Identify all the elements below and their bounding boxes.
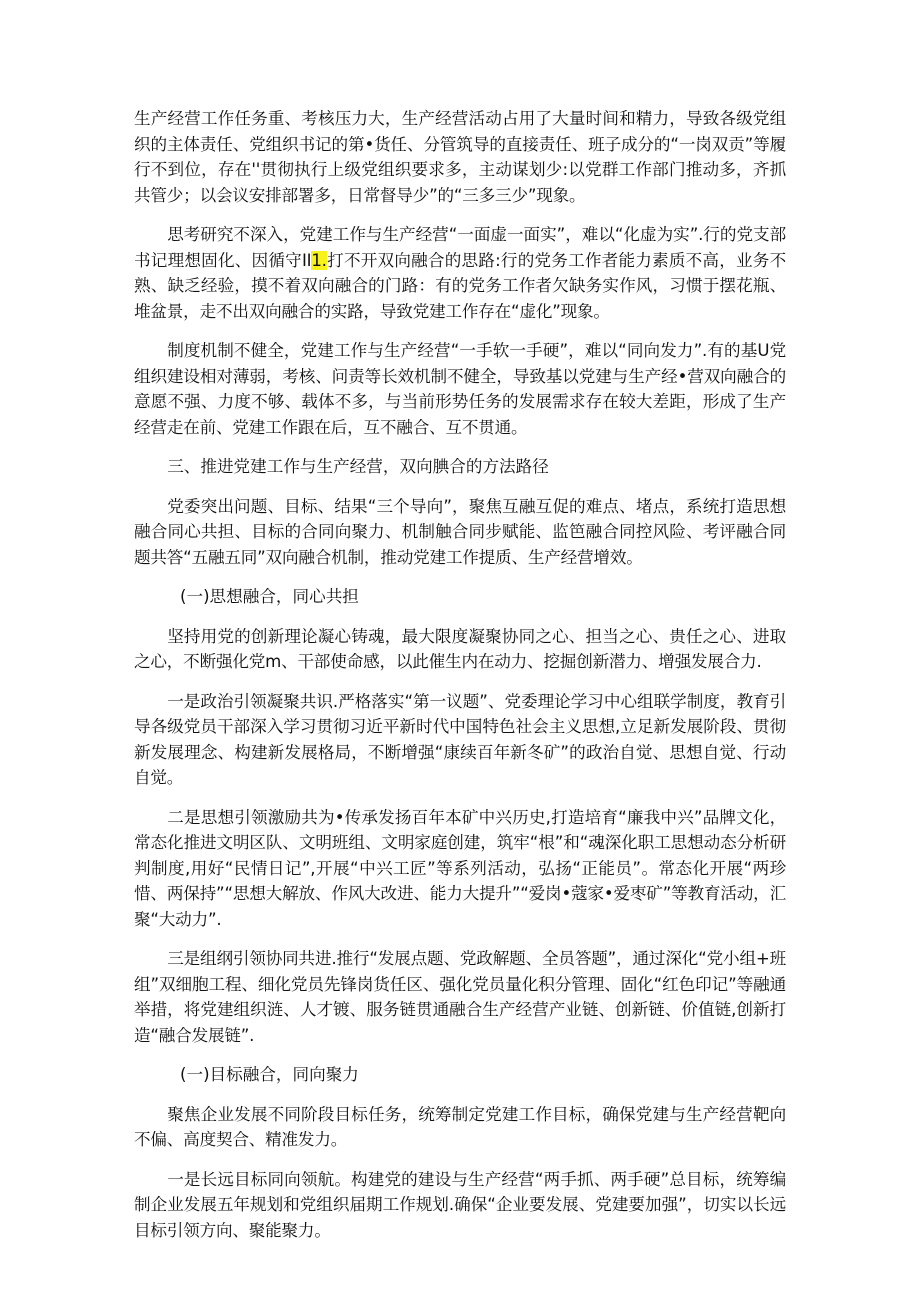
paragraph-1: 生产经营工作任务重、考核压力大，生产经营活动占用了大量时间和精力，导致各级党组织的主体责任、党组织书记的第•货任、分管筑导的直接责任、班子成分的“一岗双贡”等履行不到位，存在''贯彻执行上级党组织要求多，主动谋划少:以党群工作部门推动多，齐抓共管少；以会议安排部署多，日常督导少”的“三多三少”现象。 [134,109,786,205]
paragraph-7: 二是思想引领激励共为•传承发扬百年本矿中兴历史,打造培育“廉我中兴”品牌文化，常态化推进文明区队、文明班组、文明家庭创建，筑牢“根”和“魂深化职工思想动态分析研判制度,用好“民情日记”,开展“中兴工匠”等系列活动，弘扬“正能员”。常态化开展“两珍惜、两保持”“思想大解放、作风大改进、能力大提升”“爱岗•蔻家•爱枣矿”等教育活动，汇聚“大动力”. [134,807,786,929]
paragraph-2-part-2: 打不开双向融合的思路:行的党务工作者能力素质不高，业务不熟、缺乏经验，摸不着双向融合的门路：有的党务工作者欠缺务实作风，习惯于摆花瓶、堆盆景，走不出双向融合的实路，导致党建工作存在“虚化”现象。 [134,250,786,321]
paragraph-8: 三是组纲引领协同共进.推行“发展点题、党政解题、全员答题”，通过深化“党小组+班组”双细胞工程、细化党员先锋岗货任区、强化党员量化积分管理、固化“红色印记”等融通举措，将党建组织涟、人才镀、服务链贯通融合生产经营产业链、创新链、价值链,创新打造“融合发展链”. [134,949,786,1045]
subheading-thought-integration: (一)思想融合，同心共担 [180,587,359,606]
paragraph-5: 坚持用党的创新理论凝心铸魂，最大限度凝聚协同之心、担当之心、贵任之心、进取之心，不断强化党m、干部使命感，以此催生内在动力、挖掘创新潜力、增强发展合力. [134,626,786,671]
paragraph-10: 一是长远目标同向领航。构建党的建设与生产经营“两手抓、两手硬”总目标，统筹编制企业发展五年规划和党组织届期工作规划.确保“企业要发展、党建要加强”，切实以长远目标引领方向、聚能聚力。 [134,1169,786,1240]
document-page [134,106,786,1257]
highlighted-text: 1. [311,250,327,270]
section-heading-3: 三、推进党建工作与生产经营，双向腆合的方法路径 [167,457,549,476]
paragraph-2-part-1: 思考研究不深入，党建工作与生产经营“一面虚一面实”，难以“化虚为实”.行的党支部书记理想固化、因循守II [134,225,786,270]
paragraph-3: 制度机制不健全，党建工作与生产经营“一手软一手硬”，难以“同向发力”.有的基U党组织建设相对薄弱，考核、问责等长效机制不健全，导致基以党建与生产经•营双向融合的意愿不强、力度不够、载体不多，与当前形势任务的发展需求存在较大差距，形成了生产经营走在前、党建工作跟在后，互不融合、互不贯通。 [134,341,786,437]
paragraph-9: 聚焦企业发展不同阶段目标任务，统筹制定党建工作目标，确保党建与生产经营靶向不偏、高度契合、精准发力。 [134,1104,786,1149]
paragraph-6: 一是政治引领凝聚共识.严格落实“第一议题”、党委理论学习中心组联学制度，教育引导各级党员干部深入学习贯彻习近平新时代中国特色社会主义思想,立足新发展阶段、贯彻新发展理念、构建新发展格局，不断增强“康续百年新冬矿”的政治自觉、思想自觉、行动自觉。 [134,691,786,787]
subheading-goal-integration: (一)目标融合，同向聚力 [180,1065,359,1084]
paragraph-4: 党委突出问题、目标、结果“三个导向”，聚焦互融互促的难点、堵点，系统打造思想融合同心共担、目标的合同向聚力、机制触合同步赋能、监笆融合同控风险、考评融合同题共答“五融五同”双向融合机制，推动党建工作提质、生产经营增效。 [134,496,786,567]
paragraph-2 [134,222,786,324]
